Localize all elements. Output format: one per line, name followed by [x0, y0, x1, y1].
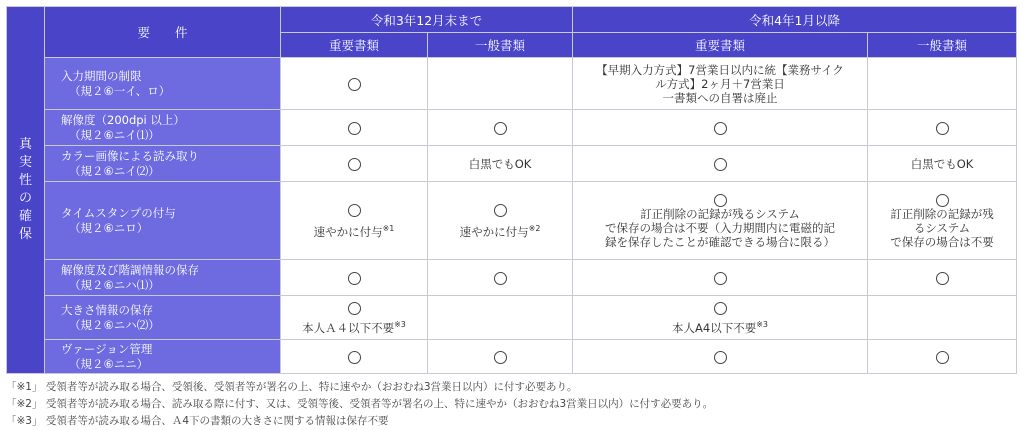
cell-text-line: で保存の場合は不要（入力期間内に電磁的記: [605, 220, 836, 235]
circle-mark: [348, 204, 361, 217]
circle-mark: [714, 194, 727, 207]
circle-mark: [494, 122, 507, 135]
cell-old-general: 白黒でもOK: [428, 146, 573, 182]
circle-mark: [348, 302, 361, 315]
cell-old-general: [428, 340, 573, 374]
cell-new-general: [868, 58, 1017, 110]
footnote-1: 「※1」 受領者等が読み取る場合、受領後、受領者等が署名の上、特に速やか（おおむね3営業日以内）に付す必要あり。: [6, 381, 578, 393]
new-general-header: 一般書類: [868, 33, 1017, 58]
circle-mark: [348, 272, 361, 285]
footnote-mark: ※2: [528, 223, 541, 233]
row-label-text: 入力期間の制限: [61, 68, 142, 83]
circle-mark: [936, 272, 949, 285]
footnote-mark: ※3: [756, 319, 768, 329]
circle-mark: [714, 302, 727, 315]
circle-mark: [348, 122, 361, 135]
cell-new-important: [573, 146, 868, 182]
cell-new-general: [868, 260, 1017, 296]
circle-mark: [936, 122, 949, 135]
cell-text-line: [428, 222, 572, 239]
cell-text-line: 訂正削除の記録が残: [890, 206, 994, 221]
requirements-table: [6, 6, 1017, 374]
cell-text: 速やかに付与: [459, 224, 529, 239]
cell-old-important: [281, 340, 428, 374]
cell-old-important: [281, 110, 428, 146]
circle-mark: [714, 272, 727, 285]
row-label-sub: （規２⑥ニイ⑴）: [69, 127, 160, 142]
footnotes: [6, 379, 1016, 430]
circle-mark: [936, 194, 949, 207]
cell-text-line: ル方式】2ヶ月＋7営業日: [655, 76, 785, 91]
side-label: 真実性の確保: [18, 137, 32, 242]
cell-new-important: [573, 260, 868, 296]
circle-mark: [494, 272, 507, 285]
table-row: [7, 146, 1017, 182]
row-label: [45, 58, 281, 110]
table-row: [7, 340, 1017, 374]
row-label: [45, 110, 281, 146]
row-label: [45, 146, 281, 182]
circle-mark: [348, 78, 361, 91]
cell-old-important: [281, 260, 428, 296]
requirement-header: 要 件: [45, 7, 281, 58]
cell-text-line: [573, 318, 867, 335]
footnote-mark: ※3: [394, 319, 406, 329]
row-label-sub: （規２⑥ニハ⑵）: [69, 317, 160, 332]
period-old-header: 令和3年12月末まで: [281, 7, 573, 33]
cell-new-important: [573, 182, 868, 260]
cell-new-general: [868, 110, 1017, 146]
row-label-sub: （規２⑥ニイ⑵）: [69, 163, 160, 178]
requirements-table-container: [6, 6, 1016, 430]
cell-old-general: [428, 182, 573, 260]
row-label: [45, 182, 281, 260]
cell-text-line: [281, 318, 427, 335]
footnote-2: 「※2」 受領者等が読み取る場合、読み取る際に付す、又は、受領等後、受領者等が署名の上、特に速やか（おおむね3営業日以内）に付す必要あり。: [6, 398, 714, 410]
footnote-3: 「※3」 受領者等が読み取る場合、Ａ4下の書類の大きさに関する情報は保存不要: [6, 415, 389, 427]
table-row: [7, 260, 1017, 296]
cell-old-important: [281, 58, 428, 110]
new-important-header: 重要書類: [573, 33, 868, 58]
old-general-header: 一般書類: [428, 33, 573, 58]
cell-new-general: [868, 182, 1017, 260]
table-row: [7, 182, 1017, 260]
cell-new-important: [573, 58, 868, 110]
cell-new-general: [868, 340, 1017, 374]
cell-old-important: [281, 146, 428, 182]
row-label-sub: （規２⑥ニハ⑴）: [69, 277, 160, 292]
circle-mark: [494, 204, 507, 217]
row-label-sub: （規２⑥ニロ）: [69, 220, 149, 235]
cell-text-line: るシステム: [913, 220, 971, 235]
circle-mark: [494, 351, 507, 364]
cell-new-general: 白黒でもOK: [868, 146, 1017, 182]
cell-text-line: 【早期入力方式】7営業日以内に統【業務サイク: [596, 62, 844, 77]
table-row: [7, 58, 1017, 110]
cell-old-general: [428, 58, 573, 110]
cell-new-important: [573, 340, 868, 374]
old-important-header: 重要書類: [281, 33, 428, 58]
cell-new-important: [573, 110, 868, 146]
circle-mark: [348, 351, 361, 364]
table-row: [7, 296, 1017, 340]
row-label-text: カラー画像による読み取り: [61, 148, 199, 163]
cell-text: 本人A4以下不要: [672, 320, 757, 335]
cell-text: 速やかに付与: [313, 224, 383, 239]
row-label: [45, 260, 281, 296]
row-label: [45, 296, 281, 340]
row-label-sub: （規２⑥一イ、ロ）: [69, 83, 171, 98]
circle-mark: [936, 351, 949, 364]
circle-mark: [714, 158, 727, 171]
cell-text-line: 訂正削除の記録が残るシステム: [640, 206, 800, 221]
cell-old-important: [281, 182, 428, 260]
cell-text: 本人Ａ４以下不要: [302, 320, 395, 335]
cell-new-general: [868, 296, 1017, 340]
cell-new-important: [573, 296, 868, 340]
cell-old-general: [428, 110, 573, 146]
row-label-text: 大きさ情報の保存: [61, 302, 153, 317]
cell-text-line: [281, 222, 427, 239]
row-label-text: ヴァージョン管理: [61, 341, 153, 356]
side-label-cell: [7, 7, 45, 374]
row-label-text: タイムスタンプの付与: [61, 205, 176, 220]
cell-old-general: [428, 260, 573, 296]
row-label: [45, 340, 281, 374]
cell-text-line: 録を保存したことが確認できる場合に限る）: [605, 234, 836, 249]
cell-old-general: [428, 296, 573, 340]
circle-mark: [348, 158, 361, 171]
row-label-text: 解像度及び階調情報の保存: [61, 262, 199, 277]
footnote-mark: ※1: [382, 223, 395, 233]
cell-text-line: で保存の場合は不要: [890, 234, 994, 249]
row-label-sub: （規２⑥ニニ）: [69, 356, 149, 371]
circle-mark: [714, 351, 727, 364]
period-new-header: 令和4年1月以降: [573, 7, 1017, 33]
cell-old-important: [281, 296, 428, 340]
table-row: [7, 110, 1017, 146]
row-label-text: 解像度（200dpi 以上）: [61, 112, 185, 127]
cell-text-line: 一書類への自署は廃止: [662, 90, 778, 105]
circle-mark: [714, 122, 727, 135]
